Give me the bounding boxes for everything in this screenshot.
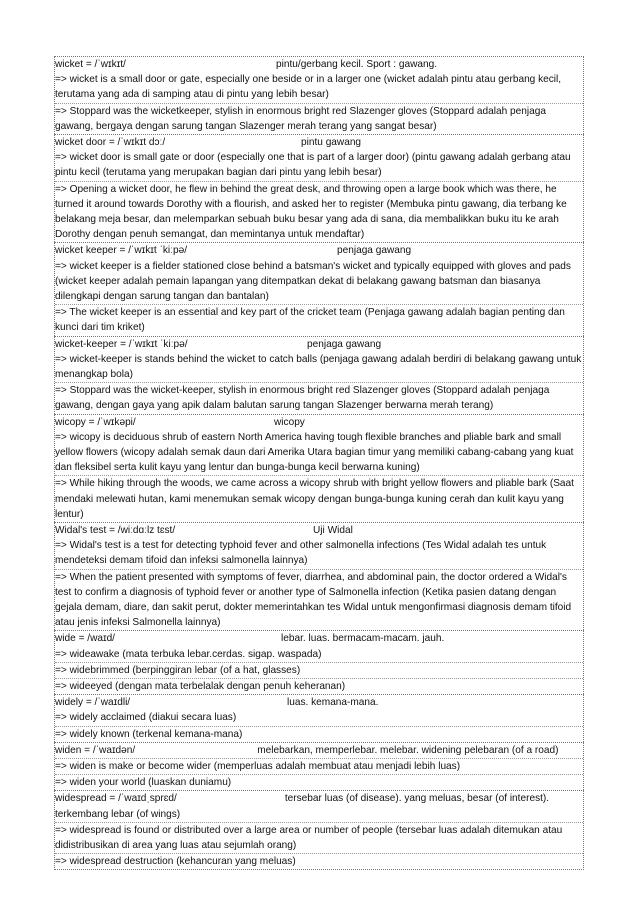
definition-line: => Widal's test is a test for detecting typhoid fever and other salmonella infections (Tes Widal adalah tes untuk mendeteksi demam tifoid dan infeksi salmonella lainnya) bbox=[55, 540, 547, 567]
entry-header bbox=[55, 57, 583, 72]
entry-term: wicopy = /ˈwɪkəpi/ bbox=[55, 416, 136, 428]
entry-wicket-door bbox=[54, 134, 584, 242]
entry-header bbox=[55, 743, 583, 758]
entry-wicket-keeper-hyphen bbox=[54, 336, 584, 414]
entry-term: wicket door = /ˈwɪkɪt dɔː/ bbox=[55, 137, 166, 148]
sub-entry-line: => widely acclaimed (diakui secara luas) bbox=[55, 712, 237, 724]
sub-entry-line: => wideeyed (dengan mata terbelalak dengan penuh keheranan) bbox=[55, 678, 583, 694]
sub-entry-line: => widebrimmed (berpinggiran lebar (of a hat, glasses) bbox=[55, 662, 583, 678]
example-line: => When the patient presented with symptoms of fever, diarrhea, and abdominal pain, the doctor ordered a Widal's test to confirm a diagnosis of typhoid fever or another type of Salmonella infection (Ketika pasien datang dengan gejala demam, diare, dan sakit perut, dokter memerintahkan tes Widal untuk mengonfirmasi diagnosis demam tifoid atau jenis infeksi Salmonella lainnya) bbox=[55, 569, 583, 631]
entry-term: wicket = /ˈwɪkɪt/ bbox=[55, 59, 126, 70]
definition-line: => wicket-keeper is stands behind the wicket to catch balls (penjaga gawang adalah berdiri di belakang gawang untuk menangkap bola) bbox=[55, 353, 582, 380]
entry-term: widen = /ˈwaɪdən/ bbox=[55, 744, 136, 756]
example-line: => Opening a wicket door, he flew in behind the great desk, and throwing open a large book which was there, he turned it around towards Dorothy with a flourish, and asked her to register (Membuka pintu gawang, dia terbang ke belakang meja besar, dan melemparkan sebuah buku besar yang ada di sana, dia membalikkan buku itu ke arah Dorothy dengan penuh semangat, dan memintanya untuk mendaftar) bbox=[55, 181, 583, 243]
example-line: => The wicket keeper is an essential and key part of the cricket team (Penjaga gawang adalah bagian penting dan kunci dari tim kriket) bbox=[55, 304, 583, 335]
entry-header bbox=[55, 791, 583, 821]
example-line: => Stoppard was the wicket-keeper, stylish in enormous bright red Slazenger gloves (Stoppard adalah penjaga gawang, dengan gaya yang apik dalam balutan sarung tangan Slazenger berwarna merah terang) bbox=[55, 382, 583, 413]
example-line: => widespread destruction (kehancuran yang meluas) bbox=[55, 853, 583, 869]
entry-wicket-keeper bbox=[54, 242, 584, 335]
entry-meaning: wicopy bbox=[274, 416, 305, 428]
definition-line: => wicket is a small door or gate, especially one beside or in a larger one (wicket adalah pintu atau gerbang kecil, terutama yang ada di samping atau di pintu yang lebih besar) bbox=[55, 74, 562, 101]
entry-term: Widal's test = /wiːdɑːlz tɛst/ bbox=[55, 525, 176, 537]
entry-header bbox=[55, 415, 583, 430]
entry-meaning: penjaga gawang bbox=[337, 245, 412, 257]
entry-meaning: pintu/gerbang kecil. Sport : gawang. bbox=[276, 59, 438, 70]
entry-header bbox=[55, 695, 583, 710]
definition-line: => wicket door is small gate or door (especially one that is part of a larger door) (pintu gawang adalah gerbang atau pintu kecil (terutama yang merupakan bagian dari pintu yang lebih besar) bbox=[55, 152, 571, 179]
entry-term: wicket keeper = /ˈwɪkɪt ˈkiːpə/ bbox=[55, 245, 187, 257]
entry-term: wicket-keeper = /ˈwɪkɪt ˈkiːpə/ bbox=[55, 338, 188, 350]
entry-widely bbox=[54, 694, 584, 742]
sub-entry-line: => widely known (terkenal kemana-mana) bbox=[55, 726, 583, 742]
entry-header bbox=[55, 337, 583, 352]
entry-term: wide = /waɪd/ bbox=[55, 633, 115, 645]
entry-widals-test bbox=[54, 522, 584, 630]
example-line: => While hiking through the woods, we came across a wicopy shrub with bright yellow flowers and pliable bark (Saat mendaki melewati hutan, kami menemukan semak wicopy dengan bunga-bunga kuning cerah dan kulit kayu yang lentur) bbox=[55, 475, 583, 522]
example-line: => widen your world (luaskan duniamu) bbox=[55, 774, 583, 790]
dictionary-document bbox=[54, 56, 584, 870]
entry-header bbox=[55, 631, 583, 646]
entry-wicopy bbox=[54, 414, 584, 522]
entry-meaning: pintu gawang bbox=[301, 137, 362, 148]
entry-widespread bbox=[54, 790, 584, 870]
entry-term: widely = /ˈwaɪdli/ bbox=[55, 697, 131, 709]
entry-wide bbox=[54, 630, 584, 694]
entry-meaning: lebar. luas. bermacam-macam. jauh. bbox=[281, 633, 445, 645]
entry-widen bbox=[54, 742, 584, 791]
entry-header bbox=[55, 243, 583, 258]
entry-header bbox=[55, 523, 583, 538]
definition-line: => wicopy is deciduous shrub of eastern North America having tough flexible branches and pliable bark and small yellow flowers (wicopy adalah semak daun dari Amerika Utara bagian timur yang memiliki cabang-cabang yang kuat dan fleksibel serta kulit kayu yang lentur dan bunga-bunga kecil berwarna kuning) bbox=[55, 431, 574, 474]
entry-meaning: tersebar luas (of disease). yang meluas, besar (of interest). terkembang lebar (of wings) bbox=[55, 793, 550, 820]
definition-line: => widespread is found or distributed over a large area or number of people (tersebar luas adalah ditemukan atau didistribusikan di area yang luas atau sejumlah orang) bbox=[55, 822, 583, 853]
example-line: => Stoppard was the wicketkeeper, stylish in enormous bright red Slazenger gloves (Stoppard adalah penjaga gawang, bergaya dengan sarung tangan Slazenger merah terang yang sangat besar) bbox=[55, 103, 583, 134]
entry-meaning: luas. kemana-mana. bbox=[287, 697, 379, 709]
entry-header bbox=[55, 135, 583, 150]
definition-line: => widen is make or become wider (memperluas adalah membuat atau menjadi lebih luas) bbox=[55, 758, 583, 774]
entry-meaning: melebarkan, memperlebar. melebar. widening pelebaran (of a road) bbox=[257, 744, 559, 756]
sub-entry-line: => wideawake (mata terbuka lebar.cerdas. sigap. waspada) bbox=[55, 648, 322, 660]
entry-wicket bbox=[54, 56, 584, 134]
definition-line: => wicket keeper is a fielder stationed close behind a batsman's wicket and typically equipped with gloves and pads (wicket keeper adalah pemain lapangan yang ditempatkan dekat di belakang gawang batsman dan biasanya dilengkapi dengan sarung tangan dan bantalan) bbox=[55, 260, 571, 302]
entry-term: widespread = /ˈwaɪdˌsprɛd/ bbox=[55, 793, 177, 805]
entry-meaning: Uji Widal bbox=[313, 525, 353, 537]
entry-meaning: penjaga gawang bbox=[307, 338, 382, 350]
